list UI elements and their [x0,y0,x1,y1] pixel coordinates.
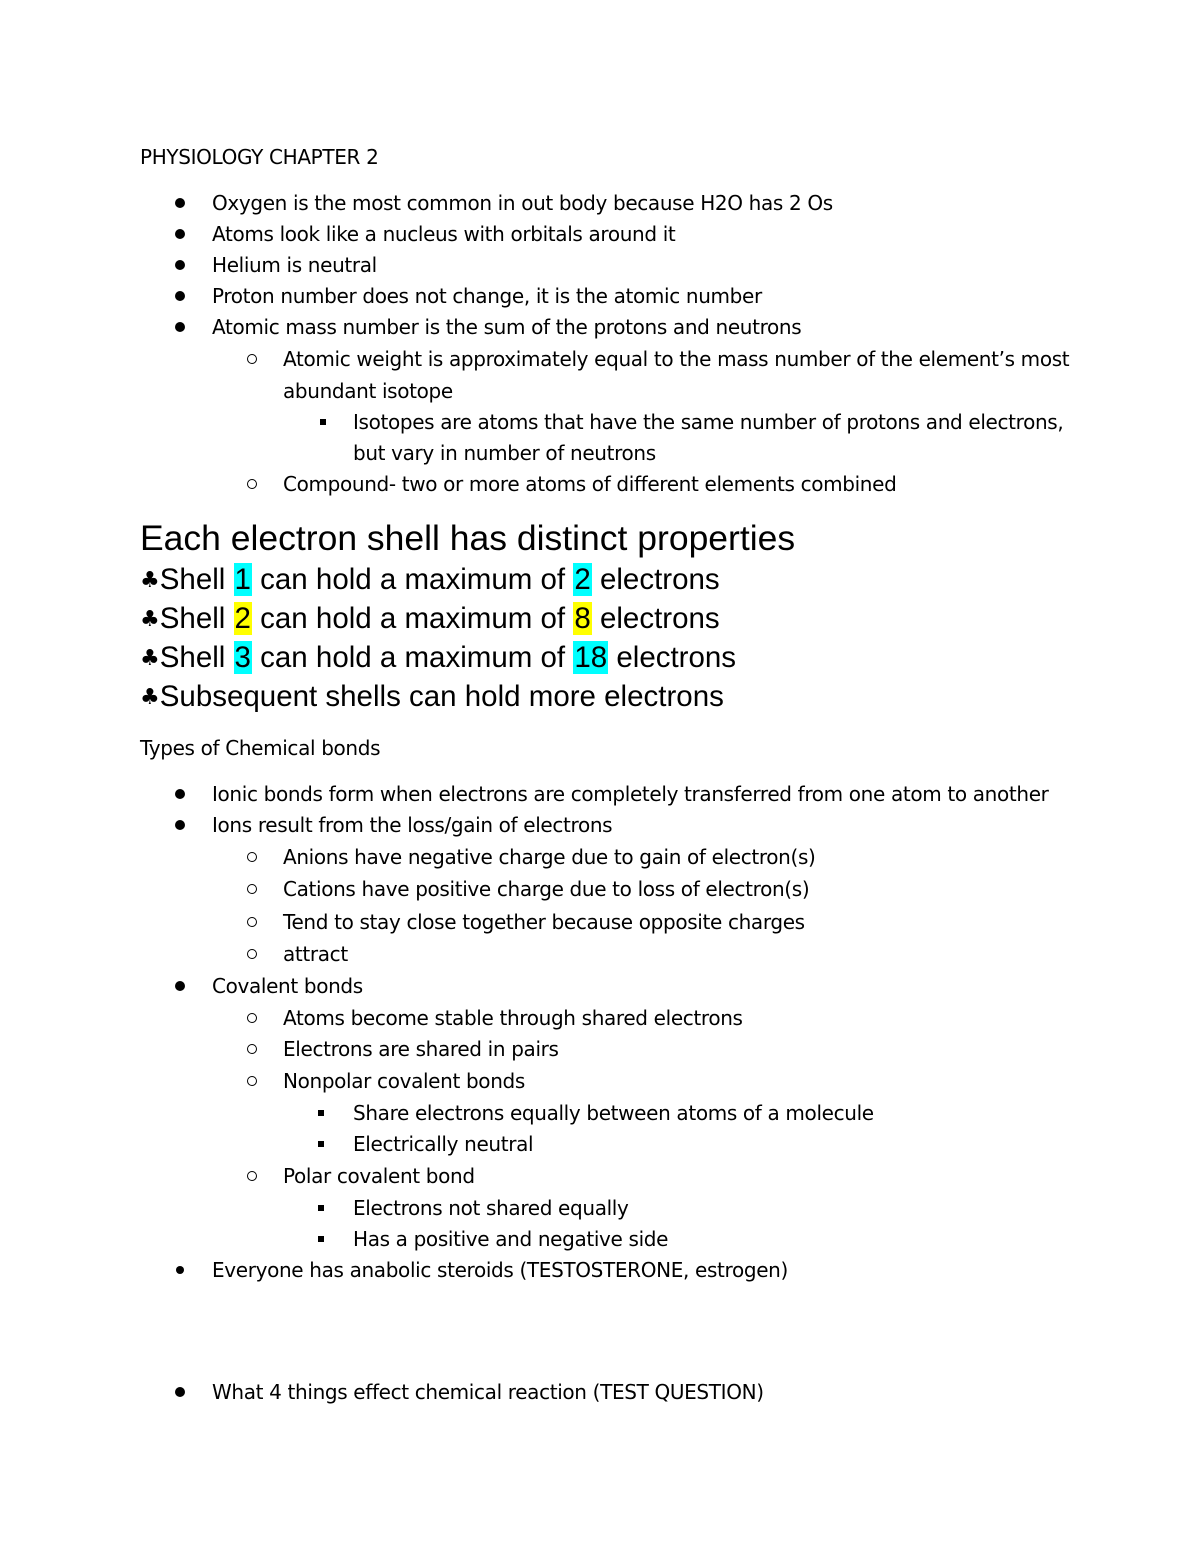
shell-number: 2 [234,602,251,635]
list-item-continued: but vary in number of neutrons [353,441,656,465]
section-heading: Types of Chemical bonds [140,736,381,760]
bullet-circle [247,1013,257,1023]
list-item: Ions result from the loss/gain of electrons [212,813,613,837]
list-item: Everyone has anabolic steroids (TESTOSTERONE, estrogen) [212,1258,788,1282]
list-item: Atomic weight is approximately equal to the mass number of the element’s most [283,347,1070,371]
bullet-disc [175,789,185,799]
list-item: Ionic bonds form when electrons are completely transferred from one atom to another [212,782,1049,806]
bullet-disc [176,1266,184,1274]
list-item: Polar covalent bond [283,1164,475,1188]
shell-row: ♣Shell 3 can hold a maximum of 18 electrons [140,641,737,674]
bullet-circle [247,1171,257,1181]
bullet-square [318,1205,324,1211]
list-item: Anions have negative charge due to gain of electron(s) [283,845,816,869]
list-item: Proton number does not change, it is the atomic number [212,284,762,308]
bullet-disc [175,260,185,270]
list-item: Electrons not shared equally [353,1196,629,1220]
list-item: Has a positive and negative side [353,1227,669,1251]
shell-row: ♣Shell 2 can hold a maximum of 8 electrons [140,602,720,635]
club-icon: ♣ [140,607,160,632]
list-item: Compound- two or more atoms of different elements combined [283,472,897,496]
bullet-square [318,1236,324,1242]
bullet-circle [247,884,257,894]
shell-row: ♣Subsequent shells can hold more electrons [140,680,724,713]
max-electrons: 8 [574,602,591,635]
list-item: Tend to stay close together because opposite charges [283,910,805,934]
list-item: Helium is neutral [212,253,377,277]
max-electrons: 2 [574,563,591,596]
list-item: Atoms become stable through shared electrons [283,1006,743,1030]
list-item: Electrons are shared in pairs [283,1037,559,1061]
list-item: Atomic mass number is the sum of the protons and neutrons [212,315,802,339]
list-item: Isotopes are atoms that have the same number of protons and electrons, [353,410,1064,434]
shell-row: ♣Shell 1 can hold a maximum of 2 electrons [140,563,720,596]
list-item: Oxygen is the most common in out body because H2O has 2 Os [212,191,833,215]
list-item: attract [283,942,348,966]
list-item: Atoms look like a nucleus with orbitals around it [212,222,676,246]
bullet-square [318,1141,324,1147]
bullet-square [318,1110,324,1116]
shell-number: 1 [234,563,251,596]
list-item: Share electrons equally between atoms of a molecule [353,1101,874,1125]
list-item: Covalent bonds [212,974,363,998]
club-icon: ♣ [140,646,160,671]
club-icon: ♣ [140,685,160,710]
bullet-circle [247,1044,257,1054]
slide-heading: Each electron shell has distinct properties [140,518,796,558]
bullet-disc [175,1387,185,1397]
club-icon: ♣ [140,568,160,593]
list-item: Cations have positive charge due to loss of electron(s) [283,877,810,901]
list-item: Nonpolar covalent bonds [283,1069,525,1093]
bullet-circle [247,949,257,959]
bullet-circle [247,354,257,364]
bullet-circle [247,1076,257,1086]
list-item-continued: abundant isotope [283,379,453,403]
bullet-disc [175,229,185,239]
bullet-disc [175,981,185,991]
bullet-disc [175,291,185,301]
bullet-square [320,419,326,425]
bullet-disc [175,322,185,332]
bullet-circle [247,479,257,489]
shell-number: 3 [234,641,251,674]
bullet-circle [247,852,257,862]
list-item: Electrically neutral [353,1132,534,1156]
bullet-circle [247,917,257,927]
list-item: What 4 things effect chemical reaction (TEST QUESTION) [212,1380,764,1404]
bullet-disc [175,820,185,830]
max-electrons: 18 [574,641,608,674]
bullet-disc [175,198,185,208]
page-title: PHYSIOLOGY CHAPTER 2 [140,145,379,169]
